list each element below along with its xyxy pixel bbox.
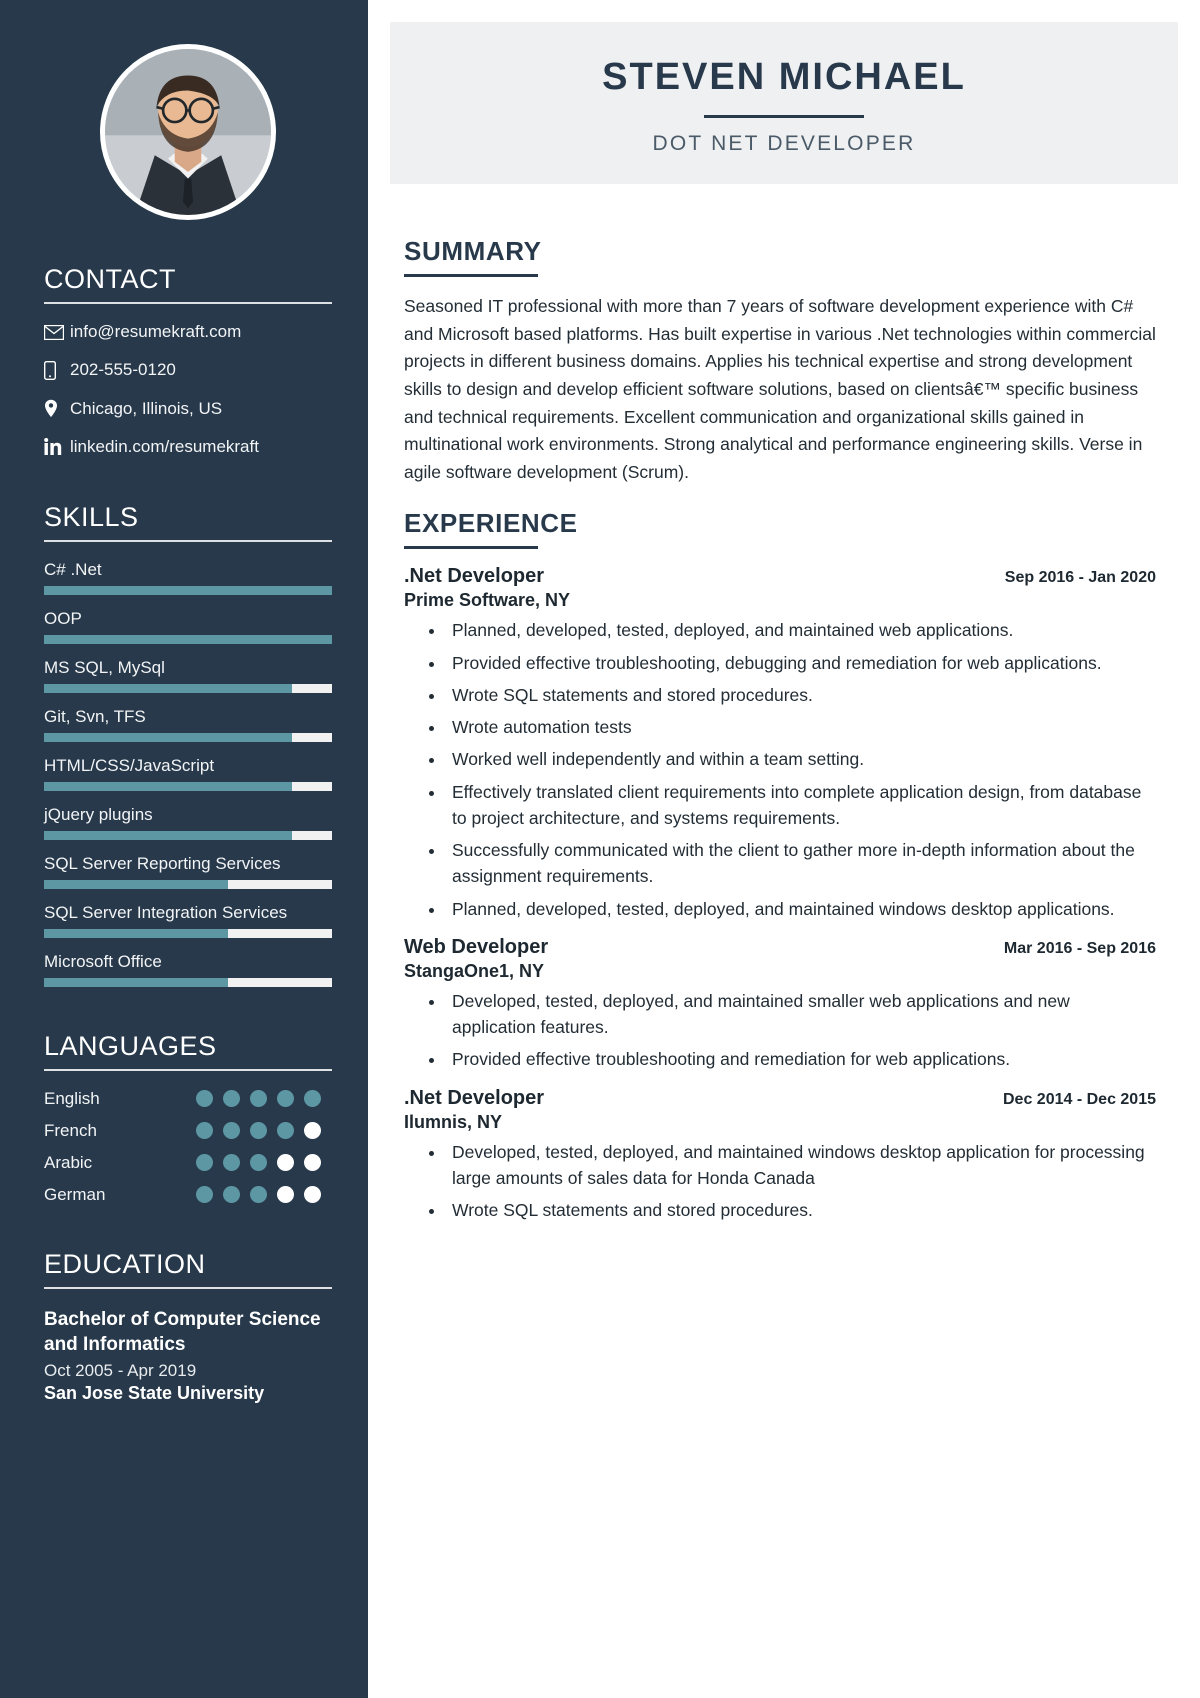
- skill-label: SQL Server Reporting Services: [44, 853, 281, 873]
- experience-header: [404, 565, 1156, 588]
- experience-company: StangaOne1, NY: [404, 960, 545, 981]
- skill-item: [44, 952, 332, 987]
- experience-date: Dec 2014 - Dec 2015: [1003, 1090, 1156, 1108]
- summary-text: Seasoned IT professional with more than 7 years of software development experience with C# and Microsoft based platforms. Has built expertise in various .Net technologies within commercial projects in different business domains. Applies his technical expertise and strong development skills to design and develop efficient software solutions, based on clientsâ€™ specific business and technical requirements. Excellent communication and organizational skills gained in multinational work environments. Strong analytical and performance engineering skills. Verse in agile software development (Scrum).: [404, 296, 1156, 482]
- skill-item: [44, 658, 332, 693]
- skills-list: [44, 560, 332, 987]
- page-title: STEVEN MICHAEL: [602, 56, 966, 98]
- rating-dot: [277, 1090, 294, 1107]
- experience-bullet-list: [404, 617, 1156, 922]
- location-pin-icon: [44, 399, 70, 418]
- education-school: San Jose State University: [44, 1382, 265, 1403]
- language-item: [44, 1185, 332, 1205]
- skill-bar-track: [44, 586, 332, 595]
- skill-bar-fill: [44, 831, 292, 840]
- experience-bullet-list: [404, 1139, 1156, 1224]
- rating-dot: [277, 1154, 294, 1171]
- experience-item: [404, 565, 1156, 922]
- skill-item: [44, 903, 332, 938]
- language-label: German: [44, 1184, 106, 1204]
- skill-bar-fill: [44, 635, 332, 644]
- education-degree: Bachelor of Computer Science and Informatics: [44, 1308, 321, 1356]
- rating-dot: [196, 1090, 213, 1107]
- skill-bar-fill: [44, 880, 228, 889]
- education-item: [44, 1307, 332, 1404]
- language-rating: [196, 1186, 321, 1203]
- languages-heading: LANGUAGES: [44, 1030, 217, 1061]
- sidebar: [0, 0, 368, 1698]
- language-item: [44, 1121, 332, 1141]
- skill-bar-track: [44, 929, 332, 938]
- skill-item: [44, 707, 332, 742]
- avatar-photo: [105, 49, 271, 215]
- experience-bullet: • Developed, tested, deployed, and maintained windows desktop application for processing large amounts of sales data for Honda Canada: [446, 1139, 1156, 1192]
- skill-item: [44, 854, 332, 889]
- rating-dot: [196, 1122, 213, 1139]
- contact-linkedin-text: linkedin.com/resumekraft: [70, 437, 259, 457]
- skill-bar-track: [44, 978, 332, 987]
- education-date: Oct 2005 - Apr 2019: [44, 1360, 197, 1380]
- rating-dot: [304, 1122, 321, 1139]
- skill-label: SQL Server Integration Services: [44, 902, 288, 922]
- skill-bar-track: [44, 635, 332, 644]
- experience-bullet: • Wrote SQL statements and stored procedures.: [446, 1197, 1156, 1223]
- contact-item-location[interactable]: [44, 399, 332, 419]
- skill-bar-fill: [44, 684, 292, 693]
- experience-bullet: • Worked well independently and within a team setting.: [446, 746, 1156, 772]
- linkedin-icon: [44, 438, 70, 456]
- experience-title: .Net Developer: [404, 1086, 545, 1109]
- languages-list: [44, 1089, 332, 1205]
- rating-dot: [304, 1090, 321, 1107]
- rating-dot: [223, 1186, 240, 1203]
- contact-heading: CONTACT: [44, 264, 176, 294]
- skill-item: [44, 756, 332, 791]
- experience-bullet: • Planned, developed, tested, deployed, and maintained windows desktop applications.: [446, 896, 1156, 922]
- rating-dot: [304, 1154, 321, 1171]
- rating-dot: [223, 1154, 240, 1171]
- contact-phone-text: 202-555-0120: [70, 360, 176, 380]
- skill-label: C# .Net: [44, 559, 102, 579]
- skill-bar-fill: [44, 782, 292, 791]
- experience-date: Mar 2016 - Sep 2016: [1003, 939, 1156, 957]
- summary-heading: SUMMARY: [404, 236, 542, 266]
- experience-header: [404, 1087, 1156, 1110]
- experience-bullet: • Effectively translated client requirements into complete application design, from database to project architecture, and systems requirements.: [446, 779, 1156, 832]
- skill-label: HTML/CSS/JavaScript: [44, 755, 215, 775]
- contact-item-phone[interactable]: [44, 360, 332, 380]
- experience-bullet: • Wrote automation tests: [446, 714, 1156, 740]
- skill-item: [44, 609, 332, 644]
- skill-label: Microsoft Office: [44, 951, 162, 971]
- name-divider: [704, 115, 864, 118]
- rating-dot: [277, 1186, 294, 1203]
- experience-item: [404, 936, 1156, 1073]
- skill-bar-track: [44, 733, 332, 742]
- language-rating: [196, 1090, 321, 1107]
- skill-label: MS SQL, MySql: [44, 657, 165, 677]
- skill-label: Git, Svn, TFS: [44, 706, 146, 726]
- skill-bar-fill: [44, 978, 228, 987]
- experience-bullet: • Provided effective troubleshooting and remediation for web applications.: [446, 1046, 1156, 1072]
- envelope-icon: [44, 325, 70, 340]
- contact-item-linkedin[interactable]: [44, 437, 332, 457]
- experience-item: [404, 1087, 1156, 1224]
- language-item: [44, 1153, 332, 1173]
- experience-title: .Net Developer: [404, 565, 545, 588]
- experience-bullet: • Wrote SQL statements and stored procedures.: [446, 682, 1156, 708]
- skill-bar-fill: [44, 733, 292, 742]
- rating-dot: [223, 1090, 240, 1107]
- skills-heading-rule: [44, 540, 332, 542]
- rating-dot: [196, 1154, 213, 1171]
- language-label: Arabic: [44, 1152, 93, 1172]
- experience-heading: EXPERIENCE: [404, 508, 578, 539]
- skill-label: jQuery plugins: [44, 804, 153, 824]
- language-rating: [196, 1154, 321, 1171]
- experience-bullet: • Planned, developed, tested, deployed, and maintained web applications.: [446, 617, 1156, 643]
- skill-bar-track: [44, 831, 332, 840]
- summary-heading-rule: [404, 274, 538, 277]
- skill-bar-track: [44, 880, 332, 889]
- skill-bar-track: [44, 684, 332, 693]
- education-heading-rule: [44, 1287, 332, 1289]
- contact-heading-rule: [44, 302, 332, 304]
- experience-date: Sep 2016 - Jan 2020: [1004, 569, 1156, 587]
- phone-icon: [44, 361, 70, 380]
- language-label: English: [44, 1088, 100, 1108]
- language-label: French: [44, 1120, 97, 1140]
- experience-bullet: • Provided effective troubleshooting, debugging and remediation for web applications.: [446, 650, 1156, 676]
- contact-email-text: info@resumekraft.com: [70, 322, 242, 341]
- skill-label: OOP: [44, 608, 82, 628]
- skills-heading: SKILLS: [44, 501, 139, 532]
- name-banner: [390, 22, 1178, 184]
- experience-header: [404, 936, 1156, 959]
- skill-bar-track: [44, 782, 332, 791]
- languages-heading-rule: [44, 1069, 332, 1071]
- experience-list: [404, 565, 1156, 1223]
- experience-company: Ilumnis, NY: [404, 1111, 503, 1132]
- rating-dot: [304, 1186, 321, 1203]
- avatar: [100, 44, 276, 220]
- experience-bullet-list: [404, 988, 1156, 1073]
- rating-dot: [277, 1122, 294, 1139]
- skill-bar-fill: [44, 929, 228, 938]
- job-role-subtitle: DOT NET DEVELOPER: [652, 132, 916, 155]
- experience-company: Prime Software, NY: [404, 590, 571, 611]
- rating-dot: [223, 1122, 240, 1139]
- rating-dot: [250, 1090, 267, 1107]
- rating-dot: [250, 1122, 267, 1139]
- main-content: [368, 0, 1200, 1698]
- skill-bar-fill: [44, 586, 332, 595]
- experience-bullet: • Successfully communicated with the client to gather more in-depth information about the assignment requirements.: [446, 837, 1156, 890]
- rating-dot: [196, 1186, 213, 1203]
- skill-item: [44, 560, 332, 595]
- experience-bullet: • Developed, tested, deployed, and maintained smaller web applications and new application features.: [446, 988, 1156, 1041]
- contact-item-email[interactable]: [44, 322, 332, 342]
- language-rating: [196, 1122, 321, 1139]
- rating-dot: [250, 1186, 267, 1203]
- skill-item: [44, 805, 332, 840]
- language-item: [44, 1089, 332, 1109]
- contact-location-text: Chicago, Illinois, US: [70, 398, 223, 418]
- experience-title: Web Developer: [404, 935, 549, 958]
- rating-dot: [250, 1154, 267, 1171]
- education-heading: EDUCATION: [44, 1248, 206, 1279]
- experience-heading-rule: [404, 546, 538, 549]
